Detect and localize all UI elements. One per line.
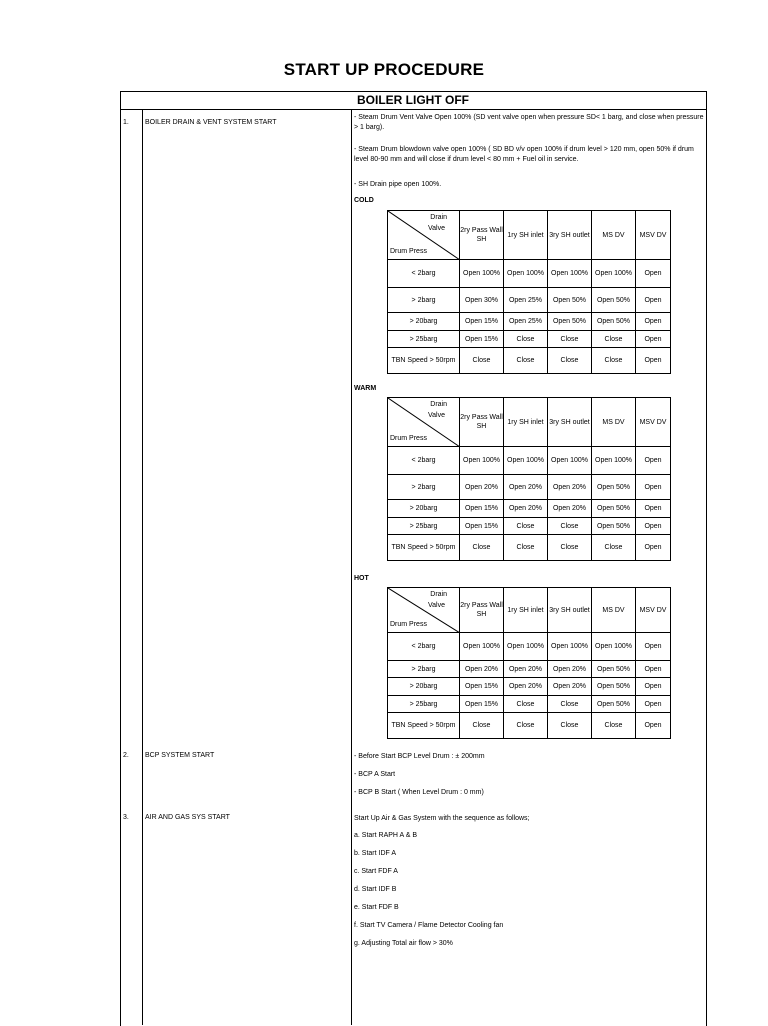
table-cell: Open — [636, 500, 671, 518]
paragraph: - Steam Drum blowdown valve open 100% ( SD BD v/v open 100% if drum level > 120 mm, open 50% if drum level 80-90 mm and will close if drum level < 80 mm + Fuel oil in service. — [354, 146, 694, 163]
table-corner-cell — [388, 211, 460, 260]
table-cell: Open 20% — [460, 661, 504, 678]
table-cell: Open — [636, 348, 671, 374]
table-cell: Open 50% — [592, 288, 636, 313]
table-cell: Open — [636, 633, 671, 661]
corner-label-drain: Drain — [430, 401, 447, 408]
table-cell: Open 15% — [460, 518, 504, 535]
column-header: 1ry SH inlet — [504, 398, 548, 447]
column-header: 3ry SH outlet — [548, 588, 592, 633]
row-label: > 20barg — [388, 313, 460, 331]
condition-label-cold: COLD — [354, 197, 374, 204]
list-line: d. Start IDF B — [354, 886, 397, 893]
table-cell: Open 100% — [460, 260, 504, 288]
table-cell: Open 50% — [592, 661, 636, 678]
row-label: > 25barg — [388, 696, 460, 713]
row-label: > 20barg — [388, 500, 460, 518]
row-label: < 2barg — [388, 633, 460, 661]
column-header: MSV DV — [636, 588, 671, 633]
list-line: e. Start FDF B — [354, 904, 399, 911]
section-number: 3. — [123, 814, 129, 821]
row-label: < 2barg — [388, 260, 460, 288]
table-cell: Close — [504, 331, 548, 348]
table-cell: Open 20% — [548, 475, 592, 500]
table-cell: Open 15% — [460, 313, 504, 331]
table-cell: Open — [636, 260, 671, 288]
table-cell: Open 100% — [460, 633, 504, 661]
table-cell: Open 20% — [504, 678, 548, 696]
warm-drain-valve-table — [387, 397, 671, 561]
row-label: > 2barg — [388, 661, 460, 678]
table-cell: Open — [636, 313, 671, 331]
list-line: - Before Start BCP Level Drum : ± 200mm — [354, 753, 485, 760]
cold-drain-valve-table — [387, 210, 671, 374]
column-divider-1 — [142, 110, 143, 1025]
table-cell: Open 20% — [548, 500, 592, 518]
table-cell: Close — [592, 713, 636, 739]
table-cell: Close — [548, 518, 592, 535]
table-cell: Open 20% — [460, 475, 504, 500]
corner-label-drum-press: Drum Press — [390, 248, 427, 255]
column-header: 2ry Pass Wall SH — [460, 398, 504, 447]
column-header: 2ry Pass Wall SH — [460, 588, 504, 633]
list-line: Start Up Air & Gas System with the sequence as follows; — [354, 815, 530, 822]
section-header: BOILER LIGHT OFF — [120, 91, 706, 110]
table-cell: Open 15% — [460, 696, 504, 713]
list-line: g. Adjusting Total air flow > 30% — [354, 940, 453, 947]
list-line: c. Start FDF A — [354, 868, 398, 875]
table-cell: Open — [636, 661, 671, 678]
hot-drain-valve-table — [387, 587, 671, 739]
list-line: - BCP B Start ( When Level Drum : 0 mm) — [354, 789, 484, 796]
table-cell: Close — [504, 713, 548, 739]
row-label: < 2barg — [388, 447, 460, 475]
table-cell: Open 100% — [548, 260, 592, 288]
row-label: TBN Speed > 50rpm — [388, 535, 460, 561]
table-cell: Close — [548, 535, 592, 561]
paragraph: - SH Drain pipe open 100%. — [354, 181, 442, 188]
table-cell: Open 15% — [460, 500, 504, 518]
table-cell: Open — [636, 696, 671, 713]
table-cell: Close — [460, 713, 504, 739]
table-cell: Close — [460, 348, 504, 374]
paragraph: - Steam Drum Vent Valve Open 100% (SD vent valve open when pressure SD< 1 barg, and close when pressure > 1 barg). — [354, 114, 704, 131]
table-cell: Open 100% — [460, 447, 504, 475]
table-cell: Open 50% — [592, 500, 636, 518]
column-header: MS DV — [592, 588, 636, 633]
table-cell: Open — [636, 331, 671, 348]
table-cell: Open — [636, 447, 671, 475]
table-cell: Open 20% — [548, 661, 592, 678]
table-cell: Close — [548, 331, 592, 348]
corner-label-valve: Valve — [428, 602, 445, 609]
column-header: 1ry SH inlet — [504, 211, 548, 260]
table-cell: Open 50% — [592, 518, 636, 535]
corner-label-valve: Valve — [428, 412, 445, 419]
table-cell: Open 50% — [592, 475, 636, 500]
section-number: 2. — [123, 752, 129, 759]
table-corner-cell — [388, 398, 460, 447]
column-header: MS DV — [592, 211, 636, 260]
document-title: START UP PROCEDURE — [283, 60, 485, 79]
section-name: AIR AND GAS SYS START — [145, 814, 230, 821]
table-cell: Open — [636, 288, 671, 313]
table-cell: Close — [548, 696, 592, 713]
table-cell: Open 100% — [504, 447, 548, 475]
row-label: > 20barg — [388, 678, 460, 696]
corner-label-drain: Drain — [430, 591, 447, 598]
row-label: TBN Speed > 50rpm — [388, 348, 460, 374]
row-label: > 2barg — [388, 288, 460, 313]
corner-label-drain: Drain — [430, 214, 447, 221]
table-corner-cell — [388, 588, 460, 633]
table-cell: Open 20% — [504, 661, 548, 678]
section-name: BOILER DRAIN & VENT SYSTEM START — [145, 119, 277, 126]
table-cell: Close — [592, 535, 636, 561]
table-cell: Open 100% — [592, 447, 636, 475]
table-cell: Open 15% — [460, 331, 504, 348]
table-cell: Open 20% — [504, 500, 548, 518]
table-cell: Close — [504, 348, 548, 374]
table-cell: Close — [592, 348, 636, 374]
table-cell: Open — [636, 518, 671, 535]
section-name: BCP SYSTEM START — [145, 752, 215, 759]
table-cell: Open — [636, 535, 671, 561]
row-label: > 25barg — [388, 518, 460, 535]
corner-label-drum-press: Drum Press — [390, 435, 427, 442]
table-cell: Open 50% — [548, 288, 592, 313]
corner-label-drum-press: Drum Press — [390, 621, 427, 628]
table-cell: Open 100% — [504, 260, 548, 288]
table-cell: Open 15% — [460, 678, 504, 696]
table-cell: Open 20% — [548, 678, 592, 696]
table-cell: Close — [592, 331, 636, 348]
table-cell: Open 50% — [592, 696, 636, 713]
table-cell: Open 100% — [504, 633, 548, 661]
column-divider-2 — [351, 110, 352, 1025]
table-cell: Open 25% — [504, 313, 548, 331]
column-header: MSV DV — [636, 211, 671, 260]
table-cell: Open 100% — [548, 633, 592, 661]
row-label: TBN Speed > 50rpm — [388, 713, 460, 739]
table-cell: Close — [548, 713, 592, 739]
column-header: 3ry SH outlet — [548, 398, 592, 447]
condition-label-hot: HOT — [354, 575, 369, 582]
table-cell: Close — [548, 348, 592, 374]
column-header: 2ry Pass Wall SH — [460, 211, 504, 260]
table-cell: Open 50% — [548, 313, 592, 331]
row-label: > 25barg — [388, 331, 460, 348]
column-header: 3ry SH outlet — [548, 211, 592, 260]
section-number: 1. — [123, 119, 129, 126]
table-cell: Open — [636, 678, 671, 696]
table-cell: Open 20% — [504, 475, 548, 500]
column-header: MS DV — [592, 398, 636, 447]
table-cell: Close — [460, 535, 504, 561]
table-cell: Open 50% — [592, 313, 636, 331]
table-cell: Close — [504, 696, 548, 713]
list-line: - BCP A Start — [354, 771, 396, 778]
table-cell: Open 100% — [592, 260, 636, 288]
table-cell: Open 30% — [460, 288, 504, 313]
table-cell: Open — [636, 713, 671, 739]
corner-label-valve: Valve — [428, 225, 445, 232]
table-cell: Open 100% — [548, 447, 592, 475]
table-cell: Open 25% — [504, 288, 548, 313]
row-label: > 2barg — [388, 475, 460, 500]
list-line: f. Start TV Camera / Flame Detector Cooling fan — [354, 922, 504, 929]
table-cell: Open 50% — [592, 678, 636, 696]
table-cell: Close — [504, 518, 548, 535]
table-cell: Close — [504, 535, 548, 561]
column-header: 1ry SH inlet — [504, 588, 548, 633]
condition-label-warm: WARM — [354, 385, 377, 392]
column-header: MSV DV — [636, 398, 671, 447]
table-cell: Open — [636, 475, 671, 500]
table-cell: Open 100% — [592, 633, 636, 661]
list-line: a. Start RAPH A & B — [354, 832, 418, 839]
list-line: b. Start IDF A — [354, 850, 397, 857]
